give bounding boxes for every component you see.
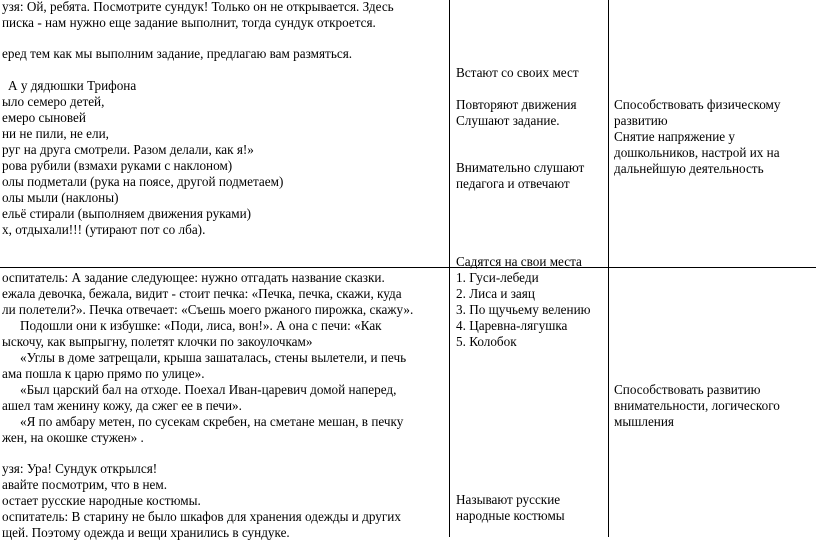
script-line: остает русские народные костюмы.: [2, 493, 201, 508]
script-line: еред тем как мы выполним задание, предлагаю вам размяться.: [2, 46, 353, 61]
script-line: писка - нам нужно еще задание выполнит, тогда сундук откроется.: [2, 15, 376, 30]
riddle-line: ама пошла к царю прямо по улице».: [2, 366, 205, 381]
script-line: авайте посмотрим, что в нем.: [2, 477, 168, 492]
children-activity: Садятся на свои места: [456, 254, 582, 269]
poem-line: олы мыли (наклоны): [2, 190, 119, 205]
poem-line: емеро сыновей: [2, 110, 86, 125]
goal-text: дальнейшую деятельность: [614, 161, 764, 176]
goal-text: Снятие напряжение у: [614, 129, 735, 144]
children-activity: Внимательно слушают: [456, 160, 585, 175]
riddle-line: ашел там женину кожу, да сжег ее в печи».: [2, 398, 242, 413]
goal-text: внимательности, логического: [614, 398, 780, 413]
answer-item: 5. Колобок: [456, 334, 517, 349]
poem-line: ыло семеро детей,: [2, 94, 105, 109]
script-line: оспитатель: А задание следующее: нужно отгадать название сказки.: [2, 270, 385, 285]
riddle-line: жен, на окошке стужен» .: [2, 430, 144, 445]
poem-line: ельё стирали (выполняем движения руками): [2, 206, 252, 221]
riddle-line: «Углы в доме затрещали, крыша зашаталась, стены вылетели, и печь: [20, 350, 407, 365]
children-activity: Слушают задание.: [456, 113, 560, 128]
children-activity: Повторяют движения: [456, 97, 577, 112]
answer-item: 4. Царевна-лягушка: [456, 318, 568, 333]
column-divider-1: [449, 0, 450, 537]
goal-text: дошкольников, настрой их на: [614, 145, 780, 160]
poem-line: х, отдыхали!!! (утирают пот со лба).: [2, 222, 206, 237]
children-activity: Называют русские: [456, 492, 561, 507]
riddle-line: «Был царский бал на отходе. Поехал Иван-царевич домой наперед,: [20, 382, 397, 397]
script-line: ли полетели?». Печка отвечает: «Съешь моего ржаного пирожка, скажу».: [2, 302, 414, 317]
script-line: ежала девочка, бежала, видит - стоит печка: «Печка, печка, скажи, куда: [2, 286, 402, 301]
riddle-line: «Я по амбару метен, по сусекам скребен, на сметане мешан, в печку: [20, 414, 404, 429]
row-divider: [0, 267, 816, 268]
script-line: узя: Ой, ребята. Посмотрите сундук! Только он не открывается. Здесь: [2, 0, 394, 14]
riddle-line: Подошли они к избушке: «Поди, лиса, вон!». А она с печи: «Как: [20, 318, 382, 333]
riddle-line: ыскочу, как выпрыгну, полетят клочки по закоулочкам»: [2, 334, 313, 349]
goal-text: мышления: [614, 414, 674, 429]
poem-line: олы подметали (рука на поясе, другой подметаем): [2, 174, 284, 189]
children-activity: Встают со своих мест: [456, 65, 579, 80]
script-line: щей. Поэтому одежда и вещи хранились в сундуке.: [2, 525, 290, 540]
answer-item: 1. Гуси-лебеди: [456, 270, 539, 285]
poem-line: ни не пили, не ели,: [2, 126, 109, 141]
answer-item: 2. Лиса и заяц: [456, 286, 535, 301]
children-activity: педагога и отвечают: [456, 176, 570, 191]
goal-text: Способствовать развитию: [614, 382, 761, 397]
poem-line: руг на друга смотрели. Разом делали, как я!»: [2, 142, 254, 157]
poem-line: А у дядюшки Трифона: [8, 78, 137, 93]
script-line: узя: Ура! Сундук открылся!: [2, 461, 158, 476]
children-activity: народные костюмы: [456, 508, 565, 523]
goal-text: Способствовать физическому: [614, 97, 781, 112]
answer-item: 3. По щучьему велению: [456, 302, 591, 317]
goal-text: развитию: [614, 113, 668, 128]
column-divider-2: [608, 0, 609, 537]
poem-line: рова рубили (взмахи руками с наклоном): [2, 158, 233, 173]
script-line: оспитатель: В старину не было шкафов для хранения одежды и других: [2, 509, 401, 524]
